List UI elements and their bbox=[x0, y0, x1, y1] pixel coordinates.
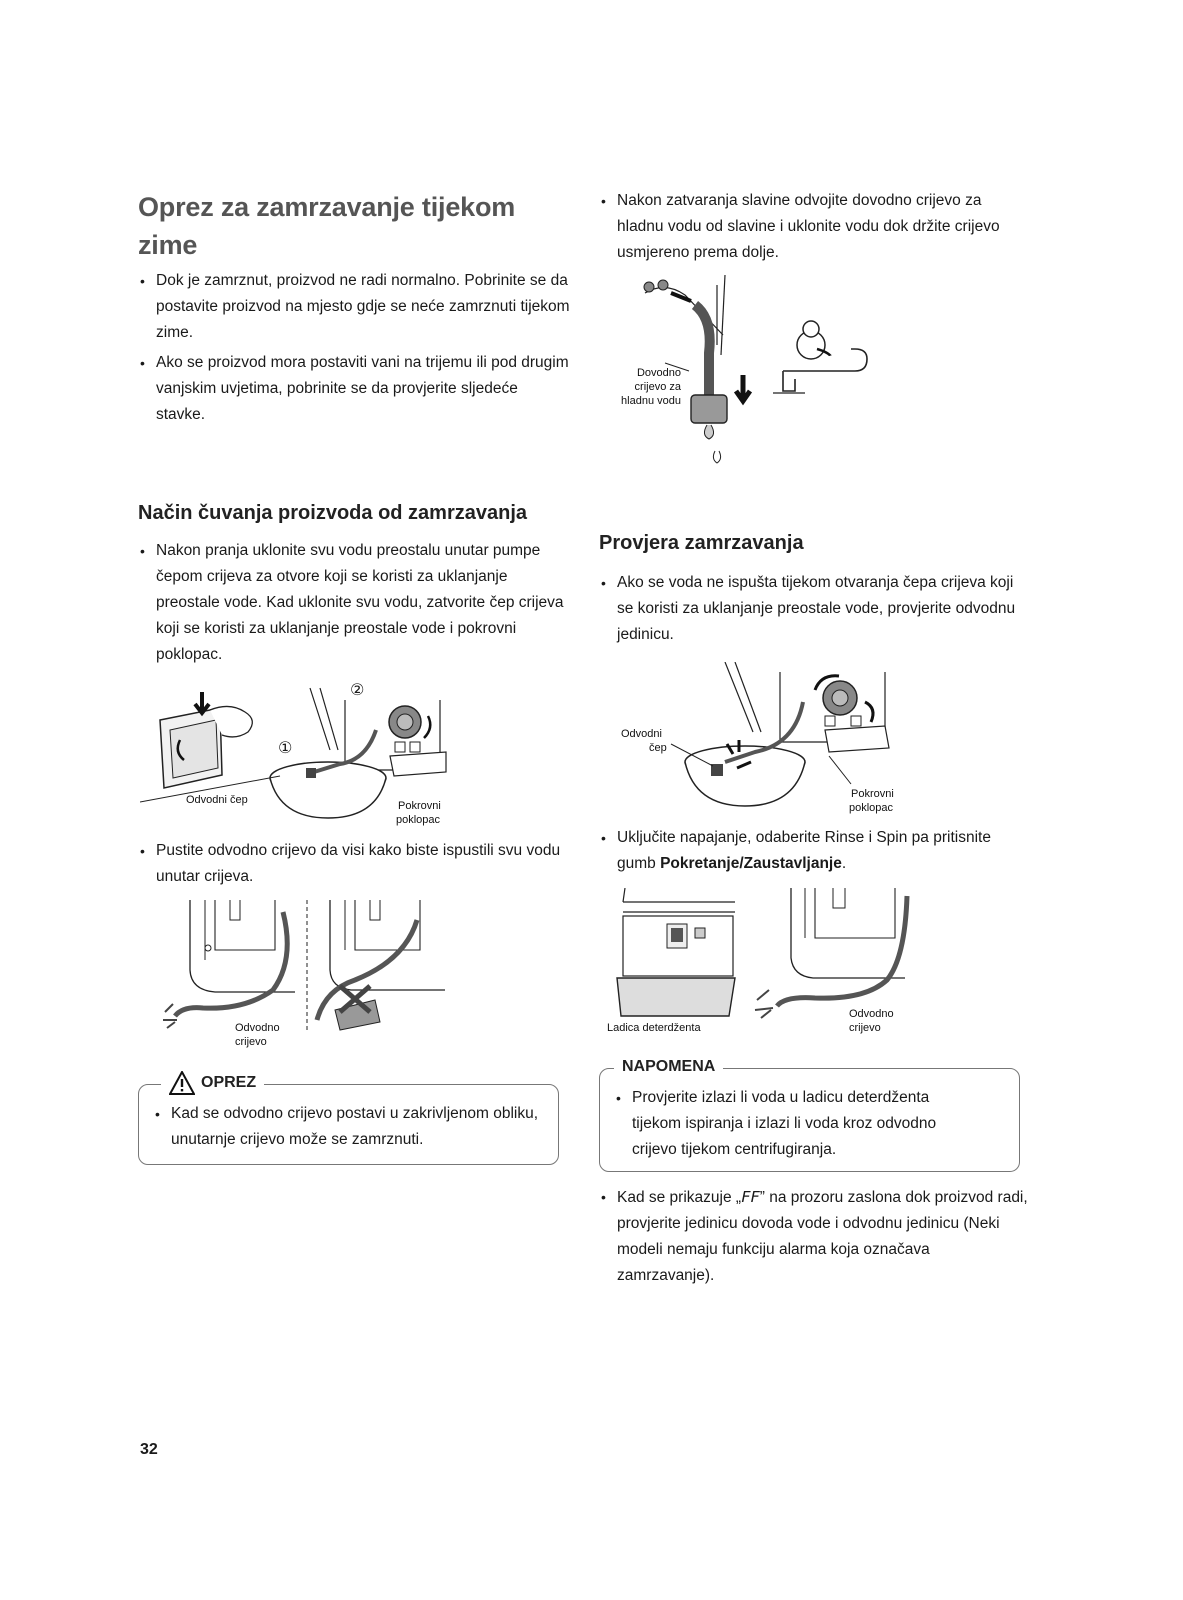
storage-bullet-2: • Pustite odvodno crijevo da visi kako biste ispustili svu vodu unutar crijeva. bbox=[138, 838, 570, 890]
storage-bullet-1: • Nakon pranja uklonite svu vodu preostalu unutar pumpe čepom crijeva za otvore koji se koristi za uklanjanje preostale vode. Kad uklonite svu vodu, zatvorite čep crijeva koji se koristi za uklanjanje preostale vode i pokrovni poklopac. bbox=[138, 538, 570, 668]
page-number: 32 bbox=[140, 1441, 158, 1458]
check-bullet-2 bbox=[599, 825, 1029, 877]
section-title-storage: Način čuvanja proizvoda od zamrzavanja bbox=[138, 502, 528, 524]
label-check-plug-2: čep bbox=[649, 742, 667, 754]
caution-title bbox=[161, 1071, 264, 1095]
label-inlet-1: Dovodno bbox=[636, 367, 681, 379]
intro-list bbox=[138, 268, 570, 432]
check-list-2 bbox=[599, 825, 1029, 881]
caution-bullet: • Kad se odvodno crijevo postavi u zakrivljenom obliku, unutarnje crijevo može se zamrznuti. bbox=[153, 1101, 545, 1153]
step-2-marker: ② bbox=[350, 682, 365, 699]
drain-check-figure bbox=[615, 662, 915, 822]
right-top-list bbox=[599, 188, 1019, 270]
section-title-right-wrap bbox=[599, 530, 1029, 556]
warning-triangle-icon bbox=[169, 1071, 195, 1095]
section-title-left-wrap bbox=[138, 500, 578, 526]
label-hose-2: crijevo bbox=[235, 1036, 267, 1048]
check-list-1 bbox=[599, 570, 1019, 652]
drain-hose-figure bbox=[155, 900, 465, 1052]
page-title: Oprez za zamrzavanje tijekom zime bbox=[138, 192, 516, 260]
section-title-check: Provjera zamrzavanja bbox=[599, 532, 804, 554]
note-title bbox=[614, 1057, 723, 1077]
label-drain-hose-2: crijevo bbox=[849, 1022, 881, 1034]
drawer-hose-figure bbox=[605, 888, 925, 1038]
label-cover-1: Pokrovni bbox=[398, 800, 441, 812]
note-box bbox=[599, 1058, 1020, 1172]
label-drain-plug: Odvodni čep bbox=[186, 794, 248, 806]
intro-bullet-2: • Ako se proizvod mora postaviti vani na trijemu ili pod drugim vanjskim uvjetima, pobrinite se da provjerite sljedeće stavke. bbox=[138, 350, 570, 428]
label-hose-1: Odvodno bbox=[235, 1022, 280, 1034]
check-list-3 bbox=[599, 1184, 1029, 1293]
label-check-cover-1: Pokrovni bbox=[851, 788, 894, 800]
check-bullet-2-post: . bbox=[841, 855, 847, 872]
check-bullet-3 bbox=[599, 1184, 1029, 1289]
label-inlet-2: crijevo za bbox=[634, 381, 681, 393]
start-stop-button-label: Pokretanje/Zaustavljanje bbox=[660, 855, 842, 872]
left-column bbox=[138, 188, 570, 264]
label-check-cover-2: poklopac bbox=[849, 802, 894, 814]
check-bullet-3-pre: Kad se prikazuje „ bbox=[617, 1189, 742, 1206]
check-bullet-1: • Ako se voda ne ispušta tijekom otvaranja čepa crijeva koji se koristi za uklanjanje preostale vode, provjerite odvodnu jedinicu. bbox=[599, 570, 1019, 648]
caution-title-text: OPREZ bbox=[201, 1074, 257, 1091]
label-drain-hose-1: Odvodno bbox=[849, 1008, 894, 1020]
inlet-hose-bullet: • Nakon zatvaranja slavine odvojite dovodno crijevo za hladnu vodu od slavine i uklonite vodu dok držite crijevo usmjereno prema dolje. bbox=[599, 188, 1019, 266]
storage-list-2 bbox=[138, 838, 570, 894]
check-bullet-2-pre: Uključite napajanje, odaberite Rinse i Spin pa pritisnite gumb bbox=[617, 829, 991, 872]
step-1-marker: ① bbox=[278, 740, 293, 757]
label-detergent-drawer: Ladica deterdženta bbox=[607, 1022, 701, 1034]
error-code-ff: FF bbox=[741, 1188, 760, 1206]
inlet-hose-figure bbox=[605, 275, 875, 470]
intro-bullet-1: • Dok je zamrznut, proizvod ne radi normalno. Pobrinite se da postavite proizvod na mjesto gdje se neće zamrznuti tijekom zime. bbox=[138, 268, 570, 346]
note-title-text: NAPOMENA bbox=[622, 1058, 716, 1075]
label-cover-2: poklopac bbox=[396, 814, 441, 826]
label-check-plug-1: Odvodni bbox=[621, 728, 662, 740]
storage-list-1 bbox=[138, 538, 570, 672]
drain-plug-figure bbox=[140, 680, 470, 830]
drain-hose-illustration bbox=[155, 900, 465, 1052]
caution-box bbox=[138, 1074, 559, 1165]
label-inlet-3: hladnu vodu bbox=[621, 395, 681, 407]
check-bullet-3-post: ” na prozoru zaslona dok proizvod radi, provjerite jedinicu dovoda vode i odvodnu jedinicu (Neki modeli nemaju funkciju alarma koja označava zamrzavanje). bbox=[617, 1189, 1028, 1284]
note-bullet: • Provjerite izlazi li voda u ladicu deterdženta tijekom ispiranja i izlazi li voda kroz odvodno crijevo tijekom centrifugiranja. bbox=[614, 1085, 974, 1163]
